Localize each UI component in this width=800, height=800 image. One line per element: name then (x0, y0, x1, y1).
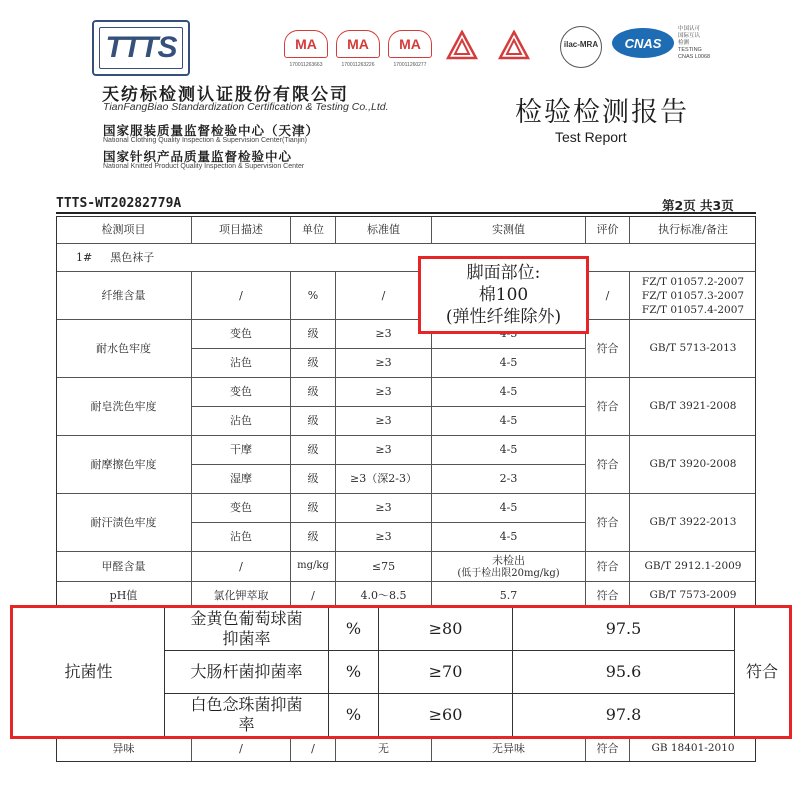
col-header: 标准值 (336, 216, 432, 244)
antibacterial-name (165, 651, 329, 694)
report-number: TTTS-WT20282779A (56, 196, 182, 211)
soap-standard: ≥3 (336, 378, 432, 407)
antibacterial-name-line: 率 (238, 715, 255, 734)
fiber-item: 纤维含量 (56, 272, 192, 320)
report-title: 检验检测报告 (515, 97, 689, 128)
fiber-unit: % (291, 272, 336, 320)
ph-standard: 4.0～8.5 (336, 582, 432, 610)
ph-item: pH值 (56, 582, 192, 610)
sweat-unit: 级 (291, 523, 336, 552)
formaldehyde-measured-line: (低于检出限20mg/kg) (457, 567, 560, 579)
page-info: 第2页 共3页 (662, 198, 734, 213)
antibacterial-name-line: 大肠杆菌抑菌率 (190, 662, 303, 681)
cnas-line: 国际互认 (678, 33, 701, 39)
ilac-text: ilac-MRA (563, 40, 599, 49)
cnas-line: 中国认可 (678, 26, 701, 32)
sweat-desc: 变色 (192, 494, 291, 523)
fiber-callout-line: (弹性纤维除外) (445, 307, 562, 327)
header-divider (56, 212, 756, 214)
antibacterial-unit: % (329, 694, 379, 736)
formaldehyde-item: 甲醛含量 (56, 552, 192, 582)
soap-measured: 4-5 (432, 378, 586, 407)
soap-desc: 沾色 (192, 407, 291, 436)
sample-row (56, 244, 756, 272)
company-name-cn: 天纺标检测认证股份有限公司 (102, 85, 349, 105)
cnas-line: 检测 (678, 40, 690, 46)
cma-badge-text: MA (336, 30, 380, 58)
cma-mark (386, 28, 434, 74)
formaldehyde-measured (432, 552, 586, 582)
certification-marks (282, 28, 538, 74)
cal-triangle-icon (490, 28, 538, 74)
water-measured: 4-5 (432, 349, 586, 378)
formaldehyde-desc: / (192, 552, 291, 582)
odor-standard: 无 (336, 736, 432, 762)
water-desc: 变色 (192, 320, 291, 349)
soap-desc: 变色 (192, 378, 291, 407)
ph-measured: 5.7 (432, 582, 586, 610)
sweat-standard: ≥3 (336, 523, 432, 552)
fiber-standard: / (336, 272, 432, 320)
cma-number: 170011260277 (393, 62, 427, 68)
antibacterial-name-line: 抑菌率 (222, 629, 271, 648)
antibacterial-standard: ≥70 (379, 651, 513, 694)
company-logo (92, 20, 190, 76)
cma-badge-text: MA (284, 30, 328, 58)
sweat-eval: 符合 (586, 494, 630, 552)
odor-desc: / (192, 736, 291, 762)
fiber-callout-line: 棉100 (478, 285, 529, 305)
sample-name: 黑色袜子 (110, 250, 155, 264)
antibacterial-eval: 符合 (745, 662, 778, 681)
odor-item: 异味 (56, 736, 192, 762)
center2-name-cn: 国家针织产品质量监督检验中心 (103, 149, 293, 164)
rub-unit: 级 (291, 465, 336, 494)
rub-measured: 4-5 (432, 436, 586, 465)
antibacterial-unit: % (329, 608, 379, 651)
antibacterial-name-line: 金黄色葡萄球菌 (190, 609, 303, 628)
fiber-content-callout (418, 256, 589, 334)
ph-std: GB/T 7573-2009 (630, 582, 756, 610)
sweat-desc: 沾色 (192, 523, 291, 552)
center1-name-cn: 国家服装质量监督检验中心（天津） (103, 123, 320, 138)
col-header: 检测项目 (56, 216, 192, 244)
col-header: 单位 (291, 216, 336, 244)
cnas-side-text (678, 26, 718, 61)
cma-badge-text: MA (388, 30, 432, 58)
water-eval: 符合 (586, 320, 630, 378)
antibacterial-name (165, 694, 329, 736)
rub-eval: 符合 (586, 436, 630, 494)
soap-standard: ≥3 (336, 407, 432, 436)
rub-item: 耐摩擦色牢度 (56, 436, 192, 494)
odor-measured: 无异味 (432, 736, 586, 762)
rub-desc: 湿摩 (192, 465, 291, 494)
rub-standard: ≥3 (336, 436, 432, 465)
report-subtitle: Test Report (555, 129, 627, 145)
fiber-eval: / (586, 272, 630, 320)
soap-measured: 4-5 (432, 407, 586, 436)
odor-unit: / (291, 736, 336, 762)
center1-name-en: National Clothing Quality Inspection & Supervision Center(Tianjin) (103, 137, 308, 144)
soap-item: 耐皂洗色牢度 (56, 378, 192, 436)
cnas-line: TESTING (678, 47, 702, 53)
sweat-unit: 级 (291, 494, 336, 523)
antibacterial-unit: % (329, 651, 379, 694)
rub-unit: 级 (291, 436, 336, 465)
antibacterial-measured: 95.6 (513, 651, 735, 694)
fiber-callout-line: 脚面部位: (466, 263, 541, 283)
col-header: 实测值 (432, 216, 586, 244)
antibacterial-measured: 97.5 (513, 608, 735, 651)
water-desc: 沾色 (192, 349, 291, 378)
antibacterial-callout (10, 605, 792, 739)
cma-mark (334, 28, 382, 74)
formaldehyde-standard: ≤75 (336, 552, 432, 582)
formaldehyde-measured-line: 未检出 (492, 553, 525, 567)
water-standard: ≥3 (336, 349, 432, 378)
water-standard: ≥3 (336, 320, 432, 349)
water-unit: 级 (291, 349, 336, 378)
fiber-std-line: FZ/T 01057.4-2007 (641, 303, 745, 316)
antibacterial-standard: ≥80 (379, 608, 513, 651)
sample-number: 1# (76, 250, 93, 264)
sweat-item: 耐汗渍色牢度 (56, 494, 192, 552)
center2-name-en: National Knitted Product Quality Inspection & Supervision Center (103, 163, 305, 170)
soap-std: GB/T 3921-2008 (630, 378, 756, 436)
company-name-en: TianFangBiao Standardization Certification & Testing Co.,Ltd. (103, 101, 389, 113)
fiber-std-line: FZ/T 01057.2-2007 (641, 275, 745, 288)
water-unit: 级 (291, 320, 336, 349)
ph-desc: 氯化钾萃取 (192, 582, 291, 610)
soap-eval: 符合 (586, 378, 630, 436)
fiber-std-line: FZ/T 01057.3-2007 (641, 289, 745, 302)
water-std: GB/T 5713-2013 (630, 320, 756, 378)
soap-unit: 级 (291, 407, 336, 436)
odor-std: GB 18401-2010 (630, 736, 756, 762)
antibacterial-measured: 97.8 (513, 694, 735, 736)
cnas-logo: CNAS (612, 28, 674, 58)
sweat-std: GB/T 3922-2013 (630, 494, 756, 552)
cma-mark (282, 28, 330, 74)
antibacterial-name (165, 608, 329, 651)
antibacterial-standard: ≥60 (379, 694, 513, 736)
triangle-icon (498, 30, 530, 60)
logo-text: TTTS (99, 27, 183, 69)
odor-eval: 符合 (586, 736, 630, 762)
cma-number: 170011263226 (341, 62, 375, 68)
fiber-standards (630, 272, 756, 320)
rub-std: GB/T 3920-2008 (630, 436, 756, 494)
formaldehyde-eval: 符合 (586, 552, 630, 582)
rub-measured: 2-3 (432, 465, 586, 494)
water-item: 耐水色牢度 (56, 320, 192, 378)
soap-unit: 级 (291, 378, 336, 407)
sweat-measured: 4-5 (432, 523, 586, 552)
triangle-icon (446, 30, 478, 60)
col-header: 执行标准/备注 (630, 216, 756, 244)
cnas-line: CNAS L0068 (678, 54, 711, 60)
sweat-measured: 4-5 (432, 494, 586, 523)
col-header: 项目描述 (192, 216, 291, 244)
cma-number: 170011263663 (289, 62, 323, 68)
ph-unit: / (291, 582, 336, 610)
col-header: 评价 (586, 216, 630, 244)
ph-eval: 符合 (586, 582, 630, 610)
formaldehyde-std: GB/T 2912.1-2009 (630, 552, 756, 582)
rub-desc: 干摩 (192, 436, 291, 465)
rub-standard: ≥3（深2-3） (336, 465, 432, 494)
antibacterial-name-line: 白色念珠菌抑菌 (190, 695, 303, 714)
antibacterial-title: 抗菌性 (13, 608, 165, 736)
formaldehyde-unit: mg/kg (291, 552, 336, 582)
cal-triangle-icon (438, 28, 486, 74)
fiber-desc: / (192, 272, 291, 320)
sweat-standard: ≥3 (336, 494, 432, 523)
